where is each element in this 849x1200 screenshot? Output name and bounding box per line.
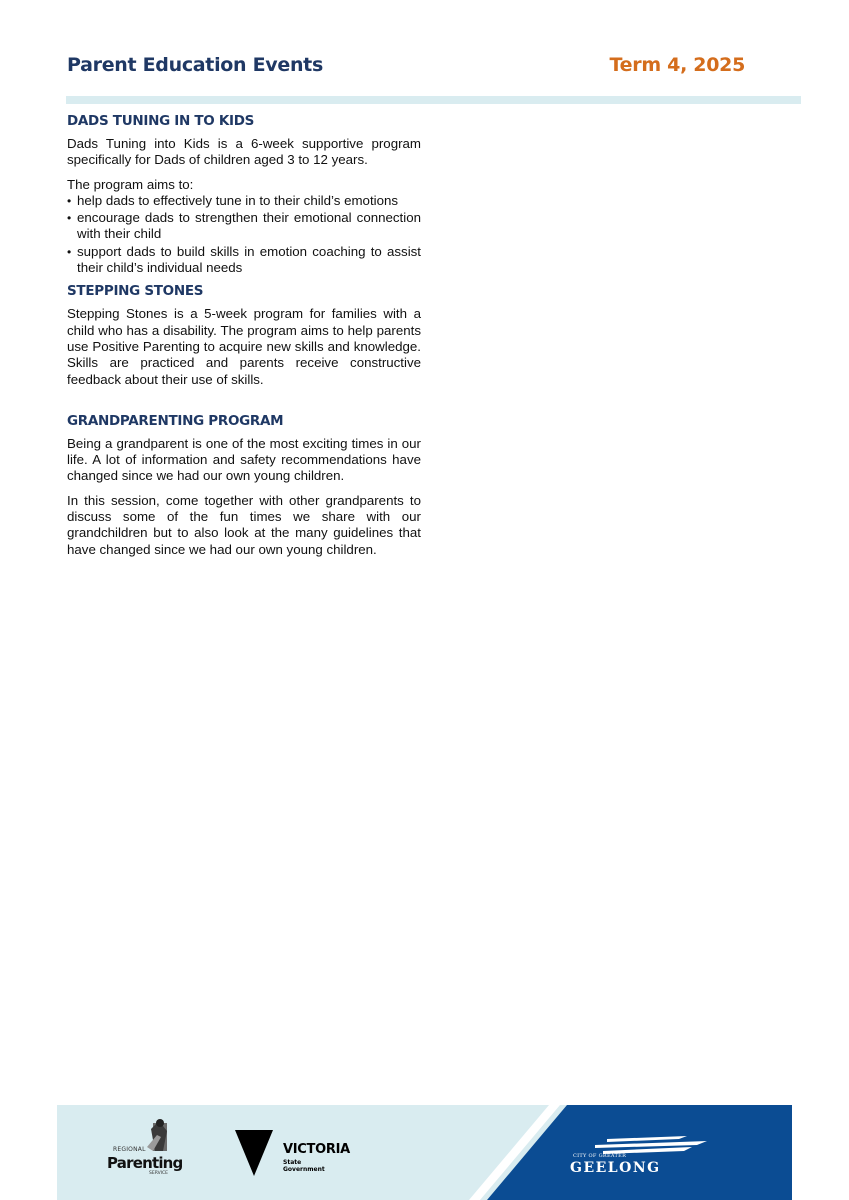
bullet-icon: • xyxy=(67,193,72,208)
header-divider xyxy=(66,96,801,104)
footer-banner xyxy=(57,1105,792,1200)
rps-regional-text: REGIONAL xyxy=(113,1146,146,1153)
list-item: • support dads to build skills in emotion coaching to assist their child’s individual needs xyxy=(67,243,421,276)
term-label: Term 4, 2025 xyxy=(609,54,745,76)
section-intro: Dads Tuning into Kids is a 6-week supportive program specifically for Dads of children aged 3 to 12 years. xyxy=(67,136,421,168)
section-dads-tuning-in-to-kids xyxy=(67,112,421,276)
rps-parenting-text: Parenting xyxy=(107,1154,183,1172)
geelong-text: GEELONG xyxy=(570,1160,661,1176)
victoria-text: VICTORIA xyxy=(283,1142,350,1157)
section-heading: GRANDPARENTING PROGRAM xyxy=(67,412,284,429)
geelong-small-text: CITY OF GREATER xyxy=(573,1153,627,1159)
regional-parenting-service-logo xyxy=(107,1117,187,1189)
main-content xyxy=(67,112,421,566)
rps-service-text: SERVICE xyxy=(149,1171,168,1176)
page-title: Parent Education Events xyxy=(67,54,323,76)
list-item: • help dads to effectively tune in to their child’s emotions xyxy=(67,192,399,208)
section-body: In this session, come together with other grandparents to discuss some of the fun times we share with our grandchildren but to also look at the many guidelines that have changed since we had our own young children. xyxy=(67,492,421,557)
aims-list xyxy=(67,193,421,276)
aims-label: The program aims to: xyxy=(67,176,194,192)
list-item: • encourage dads to strengthen their emotional connection with their child xyxy=(67,210,421,242)
section-heading: STEPPING STONES xyxy=(67,283,204,300)
section-heading: DADS TUNING IN TO KIDS xyxy=(67,113,255,129)
bullet-icon: • xyxy=(67,211,72,226)
victoria-subtext: State Government xyxy=(283,1159,325,1173)
section-body: Stepping Stones is a 5-week program for families with a child who has a disability. The program aims to help parents use Positive Parenting to acquire new skills and knowledge. Skills are practiced and parents receive constructive feedback about their use of skills. xyxy=(67,306,421,387)
bullet-icon: • xyxy=(67,244,72,259)
section-stepping-stones xyxy=(67,282,421,387)
section-grandparenting-program xyxy=(67,412,421,558)
section-body: Being a grandparent is one of the most exciting times in our life. A lot of information and safety recommendations have changed since we had our own young children. xyxy=(67,435,421,484)
